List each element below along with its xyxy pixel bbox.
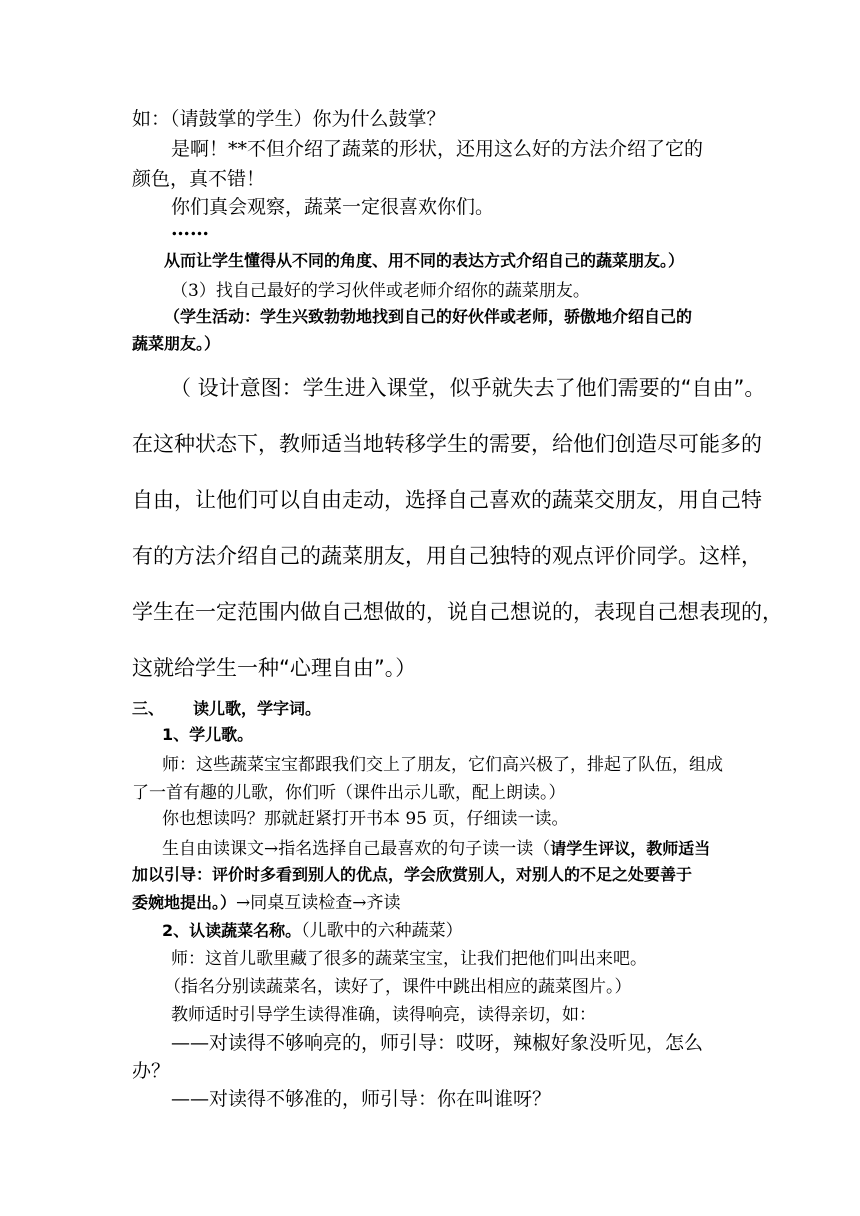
paragraph-line: 办？ — [132, 1060, 171, 1082]
subsection-heading: 1、学儿歌。 — [162, 725, 254, 744]
paragraph-line: ——对读得不够响亮的，师引导：哎呀，辣椒好象没听见，怎么 — [171, 1032, 704, 1054]
ellipsis-line: …… — [171, 218, 209, 240]
line-segment: （儿歌中的六种蔬菜） — [301, 921, 463, 941]
paragraph-line: 是啊！**不但介绍了蔬菜的形状，还用这么好的方法介绍了它的 — [171, 138, 704, 160]
paragraph-line: 师：这些蔬菜宝宝都跟我们交上了朋友，它们高兴极了，排起了队伍，组成 — [162, 755, 723, 775]
design-intent-line: 在这种状态下，教师适当地转移学生的需要，给他们创造尽可能多的 — [132, 432, 762, 456]
paragraph-line: 了一首有趣的儿歌，你们听（课件出示儿歌，配上朗读。） — [132, 783, 566, 803]
paragraph-line: （学生活动：学生兴致勃勃地找到自己的好伙伴或老师，骄傲地介绍自己的 — [164, 307, 693, 326]
design-intent-line: 有的方法介绍自己的蔬菜朋友，用自己独特的观点评价同学。这样， — [132, 544, 762, 568]
paragraph-line: 从而让学生懂得从不同的角度、用不同的表达方式介绍自己的蔬菜朋友。） — [164, 251, 685, 270]
line-segment: 生自由读课文→指名选择自己最喜欢的句子读一读（ — [162, 839, 551, 859]
paragraph-line — [162, 834, 710, 859]
section-number: 三、 — [132, 699, 165, 718]
line-segment-bold: 委婉地提出。） — [132, 893, 237, 912]
design-intent-line: 自由，让他们可以自由走动，选择自己喜欢的蔬菜交朋友，用自己特 — [132, 488, 762, 512]
paragraph-line: 颜色，真不错！ — [132, 168, 266, 190]
design-intent-line: （ 设计意图：学生进入课堂，似乎就失去了他们需要的“自由”。 — [170, 376, 766, 400]
paragraph-line: （3）找自己最好的学习伙伴或老师介绍你的蔬菜朋友。 — [171, 281, 590, 301]
paragraph-line — [132, 888, 401, 913]
line-segment-bold: 请学生评议，教师适当 — [550, 839, 711, 858]
paragraph-line: 如：（请鼓掌的学生）你为什么鼓掌？ — [132, 108, 446, 130]
subsection-heading — [162, 916, 463, 941]
paragraph-line: 你也想读吗？那就赶紧打开书本 95 页，仔细读一读。 — [162, 809, 569, 829]
paragraph-line: 教师适时引导学生读得准确，读得响亮，读得亲切，如： — [171, 1005, 596, 1025]
paragraph-line: 师：这首儿歌里藏了很多的蔬菜宝宝，让我们把他们叫出来吧。 — [171, 949, 647, 969]
paragraph-line: （指名分别读蔬菜名，读好了，课件中跳出相应的蔬菜图片。） — [164, 977, 632, 997]
paragraph-line: 蔬菜朋友。） — [132, 334, 221, 353]
line-segment-bold: 2、认读蔬菜名称。 — [162, 921, 302, 940]
line-segment: →同桌互读检查→齐读 — [236, 893, 401, 913]
paragraph-line: ——对读得不够准的，师引导：你在叫谁呀？ — [171, 1088, 552, 1110]
section-heading: 读儿歌，学字词。 — [193, 699, 322, 718]
paragraph-line: 加以引导：评价时多看到别人的优点，学会欣赏别人，对别人的不足之处要善于 — [132, 865, 693, 884]
design-intent-line: 这就给学生一种“心理自由”。） — [132, 656, 417, 680]
paragraph-line: 你们真会观察，蔬菜一定很喜欢你们。 — [171, 196, 495, 218]
design-intent-line: 学生在一定范围内做自己想做的，说自己想说的，表现自己想表现的， — [132, 600, 783, 624]
